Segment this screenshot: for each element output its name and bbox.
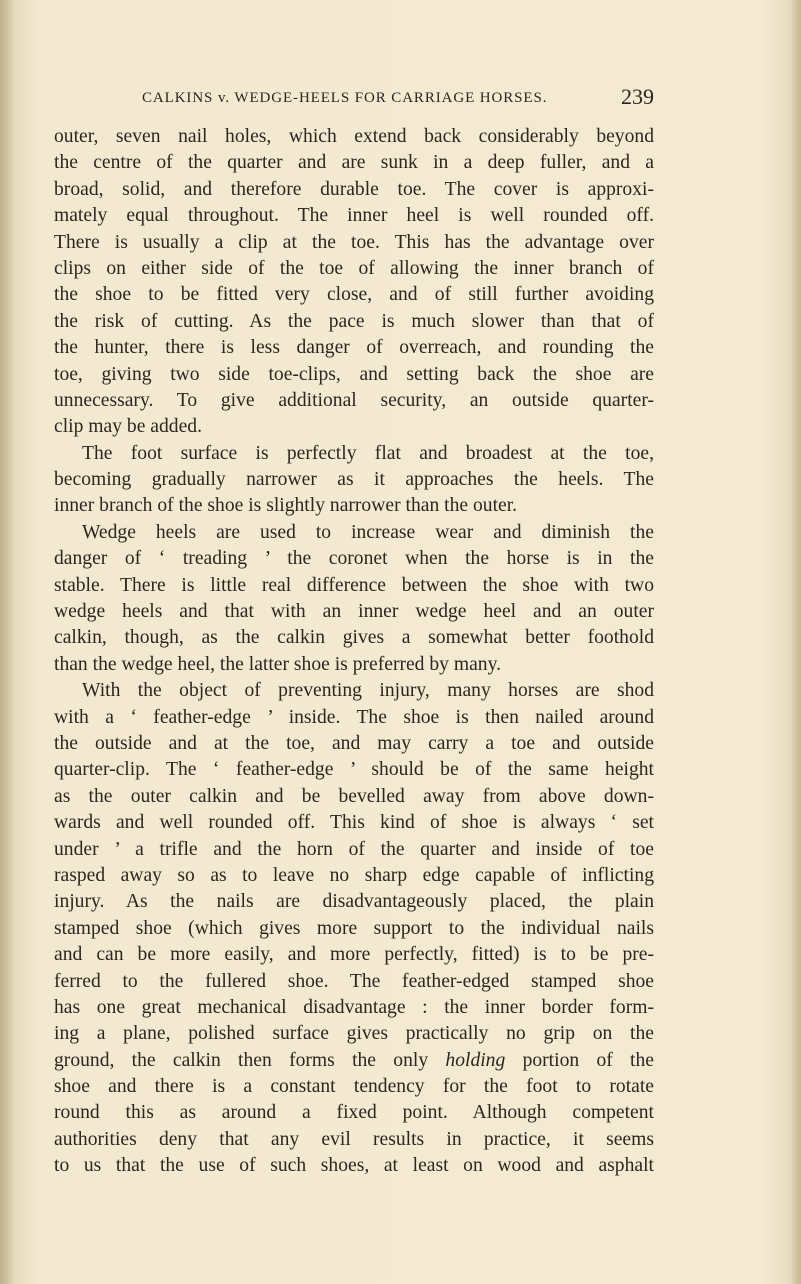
text-line: has one great mechanical disadvantage : the inner border form- [54,996,654,1018]
page-edge-shadow [791,0,801,1284]
text-line: danger of ‘ treading ’ the coronet when the horse is in the [54,548,654,570]
text-line: than the wedge heel, the latter shoe is preferred by many. [54,653,502,675]
text-line: round this as around a fixed point. Although competent [54,1102,654,1124]
text-line: wards and well rounded off. This kind of shoe is always ‘ set [54,812,654,834]
text-line: stable. There is little real difference between the shoe with two [54,574,654,596]
text-line: authorities deny that any evil results in practice, it seems [54,1128,654,1150]
text-line: as the outer calkin and be bevelled away from above down- [54,785,654,807]
text-line: clips on either side of the toe of allowing the inner branch of [54,257,654,279]
text-segment: portion of the [522,1049,654,1071]
text-line: With the object of preventing injury, many horses are shod [82,680,654,702]
text-line: outer, seven nail holes, which extend back considerably beyond [54,126,654,147]
text-line: rasped away so as to leave no sharp edge capable of inflicting [54,864,654,886]
text-line: Wedge heels are used to increase wear and diminish the [82,521,654,543]
text-line: wedge heels and that with an inner wedge heel and an outer [54,601,654,623]
running-head: CALKINS v. WEDGE-HEELS FOR CARRIAGE HORSES. [142,90,548,106]
page-number: 239 [621,84,654,109]
text-line: toe, giving two side toe-clips, and setting back the shoe are [54,363,654,385]
text-line: clip may be added. [54,416,202,438]
text-line: the hunter, there is less danger of overreach, and rounding the [54,337,654,359]
text-line: and can be more easily, and more perfectly, fitted) is to be pre- [54,944,654,966]
text-line: calkin, though, as the calkin gives a somewhat better foothold [54,627,654,649]
text-line: ing a plane, polished surface gives practically no grip on the [54,1023,654,1045]
text-line: The foot surface is perfectly flat and broadest at the toe, [82,442,654,464]
text-line: ferred to the fullered shoe. The feather-edged stamped shoe [54,970,654,992]
text-line: injury. As the nails are disadvantageously placed, the plain [54,891,654,913]
text-line: shoe and there is a constant tendency for the foot to rotate [54,1076,654,1098]
text-line: broad, solid, and therefore durable toe. The cover is approxi- [54,178,654,200]
text-line: the shoe to be fitted very close, and of still further avoiding [54,284,654,306]
text-line: There is usually a clip at the toe. This has the advantage over [54,231,654,253]
text-line: mately equal throughout. The inner heel is well rounded off. [54,205,654,227]
text-line: unnecessary. To give additional security, an outside quarter- [54,389,654,411]
text-line: becoming gradually narrower as it approaches the heels. The [54,469,654,491]
italic-word: holding [445,1049,506,1071]
text-line: with a ‘ feather-edge ’ inside. The shoe is then nailed around [54,706,654,728]
text-line: under ’ a trifle and the horn of the quarter and inside of toe [54,838,654,860]
text-line: to us that the use of such shoes, at least on wood and asphalt [54,1155,654,1177]
text-line: inner branch of the shoe is slightly narrower than the outer. [54,495,518,517]
page-header [100,84,660,112]
text-line: stamped shoe (which gives more support to the individual nails [54,917,654,939]
text-line: the risk of cutting. As the pace is much slower than that of [54,310,654,332]
text-line: the centre of the quarter and are sunk in a deep fuller, and a [54,152,654,174]
body-text [54,124,654,1180]
binding-shadow [0,0,14,1284]
text-line-with-italic [54,1048,654,1074]
text-segment: ground, the calkin then forms the only [54,1049,429,1071]
text-line: the outside and at the toe, and may carry a toe and outside [54,732,654,754]
text-line: quarter-clip. The ‘ feather-edge ’ should be of the same height [54,759,654,781]
